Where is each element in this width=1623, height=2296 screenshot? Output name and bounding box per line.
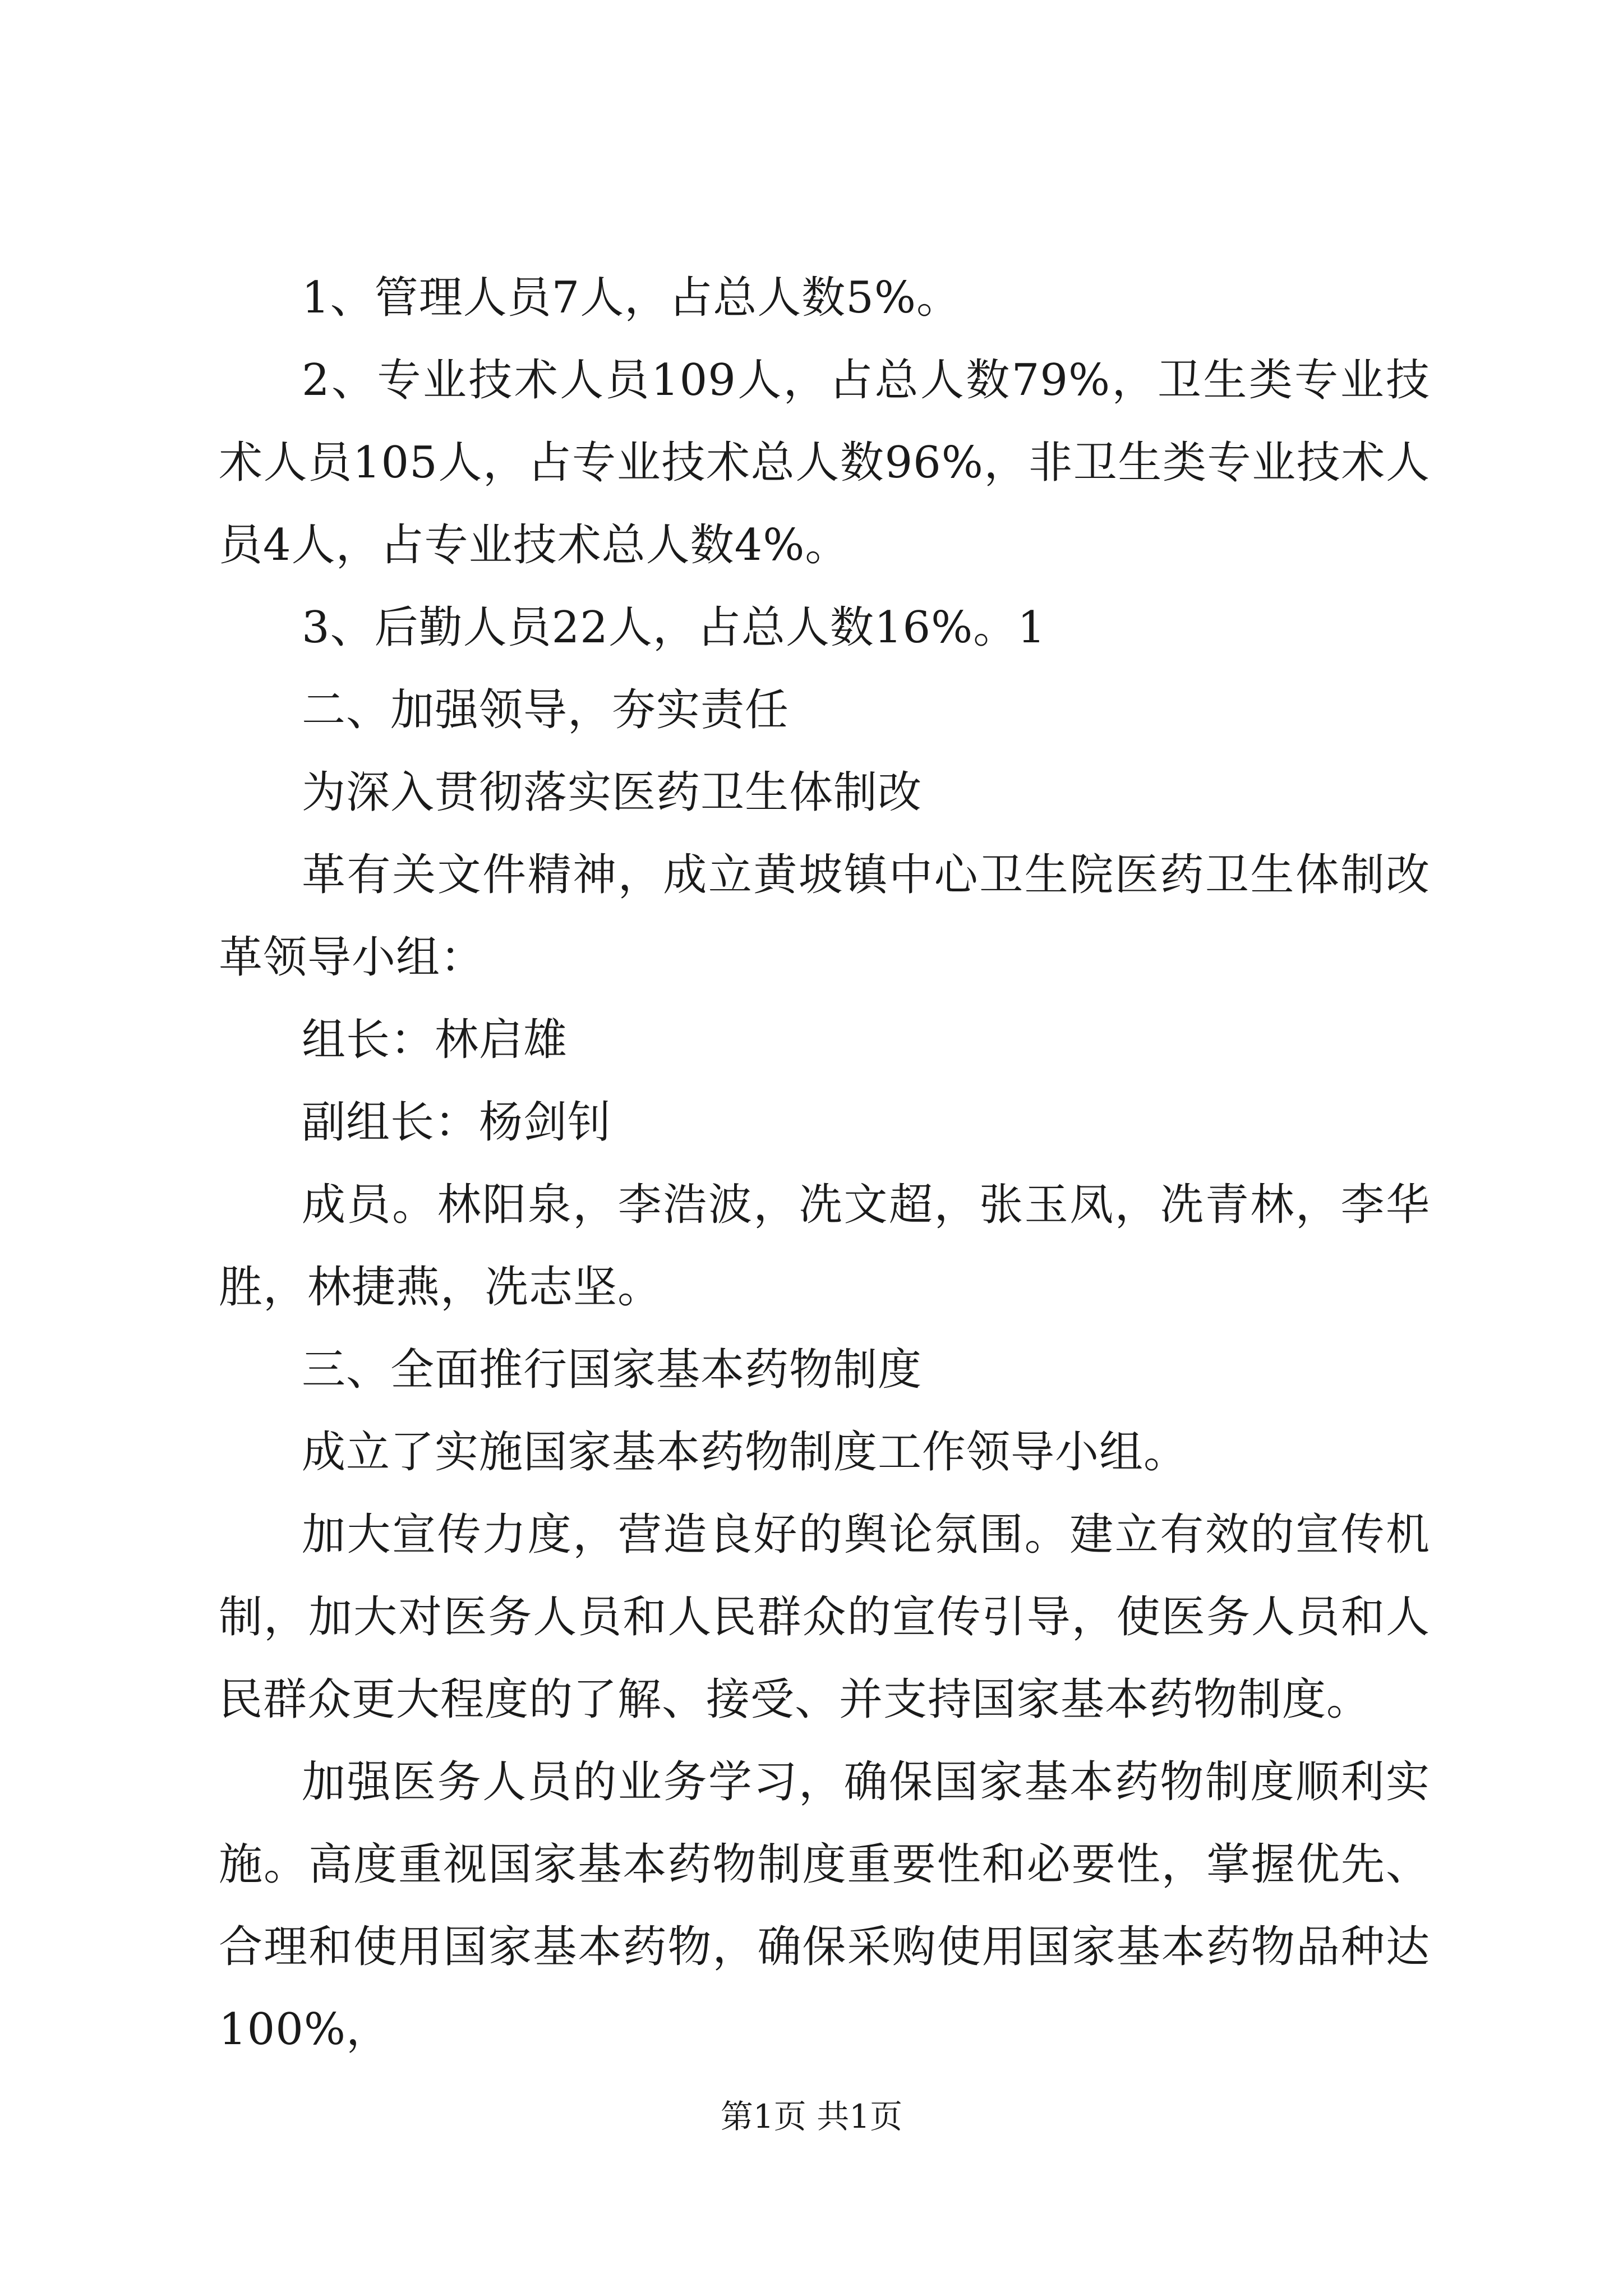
paragraph-reform-intro: 为深入贯彻落实医药卫生体制改 xyxy=(302,767,923,818)
paragraph-training: 加强医务人员的业务学习，确保国家基本药物制度顺利实施。高度重视国家基本药物制度重要性和必要性，掌握优先、合理和使用国家基本药物，确保采购使用国家基本药物品种达100%， xyxy=(219,1757,1430,2055)
paragraph-reform-group: 革有关文件精神，成立黄坡镇中心卫生院医药卫生体制改革领导小组： xyxy=(219,850,1430,983)
paragraph-members: 成员。林阳泉，李浩波，冼文超，张玉凤，冼青林，李华胜，林捷燕，冼志坚。 xyxy=(219,1180,1430,1313)
paragraph-drug-group: 成立了实施国家基本药物制度工作领导小组。 xyxy=(302,1427,1188,1478)
page-number-label: 第1页 共1页 xyxy=(720,2097,903,2136)
section-heading-leadership: 二、加强领导，夯实责任 xyxy=(302,685,790,735)
section-heading-essential-drugs: 三、全面推行国家基本药物制度 xyxy=(302,1345,923,1395)
paragraph-logistics-staff: 3、后勤人员22人，占总人数16%。1 xyxy=(302,602,1046,653)
paragraph-management-staff: 1、管理人员7人，占总人数5%。 xyxy=(302,273,961,323)
paragraph-deputy-leader: 副组长：杨剑钊 xyxy=(302,1097,612,1148)
paragraph-publicity: 加大宣传力度，营造良好的舆论氛围。建立有效的宣传机制，加大对医务人员和人民群众的宣传引导，使医务人员和人民群众更大程度的了解、接受、并支持国家基本药物制度。 xyxy=(219,1510,1430,1725)
paragraph-group-leader: 组长：林启雄 xyxy=(302,1015,568,1065)
document-body xyxy=(219,257,1430,2071)
page-footer xyxy=(0,2097,1623,2136)
paragraph-technical-staff: 2、专业技术人员109人，占总人数79%，卫生类专业技术人员105人，占专业技术总人数96%，非卫生类专业技术人员4人，占专业技术总人数4%。 xyxy=(219,355,1430,570)
